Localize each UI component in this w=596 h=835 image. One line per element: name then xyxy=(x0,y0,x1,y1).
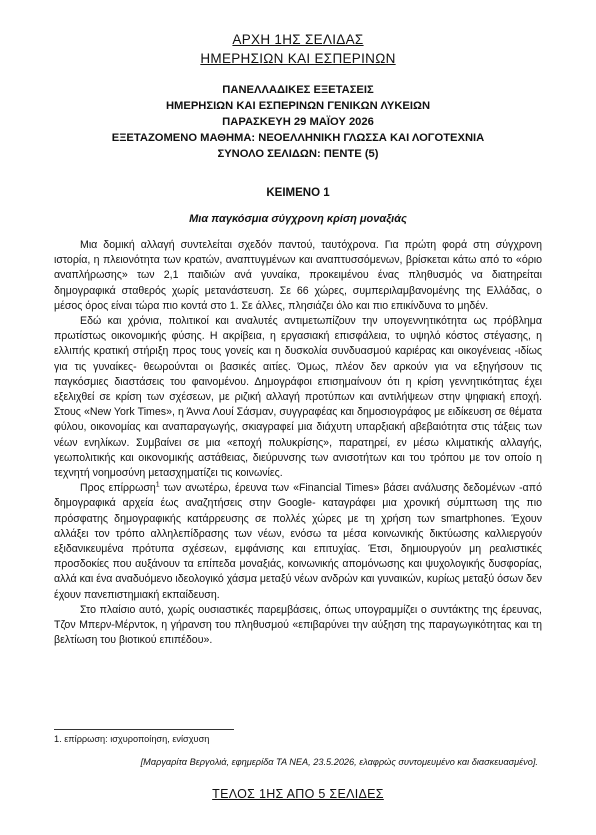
session-header: ΗΜΕΡΗΣΙΩΝ ΚΑΙ ΕΣΠΕΡΙΝΩΝ xyxy=(200,51,396,66)
section-title: ΚΕΙΜΕΝΟ 1 xyxy=(266,187,330,199)
page-end-footer: ΤΕΛΟΣ 1ΗΣ ΑΠΟ 5 ΣΕΛΙΔΕΣ xyxy=(212,787,384,801)
paragraph-2: Εδώ και χρόνια, πολιτικοί και αναλυτές αντιμετωπίζουν την υπογεννητικότητα ως πρόβλημα πρωτίστως οικονομικής φύσης. Η ακρίβεια, η εργασιακή επισφάλεια, το υψηλό κόστος στέγασης, η ελλιπής κρατική στήριξη προς τους γονείς και η δυσκολία συνδυασμού καριέρας και οικογένειας -ιδίως για τις γυναίκες- θεωρούνται οι βασικές αιτίες. Όμως, πλέον δεν αρκούν για να εξηγήσουν τις παγκόσμιες διαστάσεις του φαινομένου. Δημογράφοι επισημαίνουν ότι η κρίση γεννητικότητας έχει εξελιχθεί σε κρίση των σχέσεων, με ριζική αλλαγή προτύπων και αντιλήψεων στην ψηφιακή εποχή. Στους «New York Times», η Άννα Λουί Σάσμαν, συγγραφέας και δημοσιογράφος με ειδίκευση σε θέματα φύλου, οικονομίας και αναπαραγωγής, σκιαγραφεί μια διάχυτη υπαρξιακή αβεβαιότητα στις τάξεις των νέων ενηλίκων. Συμβαίνει σε μια «εποχή πολυκρίσης», παρατηρεί, εν μέσω κλιματικής αλλαγής, γεωπολιτικής και οικονομικής αστάθειας, διεύρυνσης των ανισοτήτων και του τρόπου με τον οποίο η τεχνητή νοημοσύνη μετασχηματίζει τις κοινωνίες. xyxy=(54,315,542,480)
paragraph-4: Στο πλαίσιο αυτό, χωρίς ουσιαστικές παρεμβάσεις, όπως υπογραμμίζει ο συντάκτης της έρευνας, Τζον Μπερν-Μέρντοκ, η γήρανση του πληθυσμού «επιβαρύνει την αύξηση της παραγωγικότητας και τη βελτίωση του βιοτικού επιπέδου». xyxy=(54,603,542,647)
footnote-divider xyxy=(54,729,234,730)
page-count: ΣΥΝΟΛΟ ΣΕΛΙΔΩΝ: ΠΕΝΤΕ (5) xyxy=(217,148,379,160)
footnote: 1. επίρρωση: ισχυροποίηση, ενίσχυση xyxy=(54,734,210,744)
article-title: Μια παγκόσμια σύγχρονη κρίση μοναξιάς xyxy=(189,213,407,225)
exam-subject: ΕΞΕΤΑΖΟΜΕΝΟ ΜΑΘΗΜΑ: ΝΕΟΕΛΛΗΝΙΚΗ ΓΛΩΣΣΑ ΚΑΙ ΛΟΓΟΤΕΧΝΙΑ xyxy=(111,132,485,144)
paragraph-3 xyxy=(54,481,542,603)
exam-schools: ΗΜΕΡΗΣΙΩΝ ΚΑΙ ΕΣΠΕΡΙΝΩΝ ΓΕΝΙΚΩΝ ΛΥΚΕΙΩΝ xyxy=(165,100,431,112)
paragraph-3-start: Προς επίρρωση xyxy=(80,482,156,495)
article-body xyxy=(54,238,542,648)
exam-title: ΠΑΝΕΛΛΑΔΙΚΕΣ ΕΞΕΤΑΣΕΙΣ xyxy=(222,84,374,96)
page-start-header: ΑΡΧΗ 1ΗΣ ΣΕΛΙΔΑΣ xyxy=(232,32,364,47)
source-citation: [Μαργαρίτα Βεργολιά, εφημερίδα ΤΑ ΝΕΑ, 23.5.2026, ελαφρώς συντομευμένο και διασκευασμένο]. xyxy=(140,757,538,767)
footnote-ref: 1 xyxy=(155,481,160,489)
paragraph-3-rest: των ανωτέρω, έρευνα των «Financial Times» βάσει ανάλυσης δεδομένων -από δημογραφικά αρχεία έως αναζητήσεις στην Google- καταγράφει μια χρονική σύμπτωση της πιο πρόσφατης δημογραφικής κατάρρευσης σε πολλές χώρες με τη χρήση των smartphones. Έχουν αλλάξει τον τρόπο αλληλεπίδρασης των νέων, ενόσω τα μέσα κοινωνικής δικτύωσης καλλιεργούν εξιδανικευμένα πρότυπα σχέσεων, εμφάνισης και επιτυχίας. Έτσι, δημιουργούν μη ρεαλιστικές προσδοκίες που αυξάνουν τα επίπεδα μοναξιάς, κοινωνικής απομόνωσης και ψυχολογικής δυσφορίας, αλλά και ένα αναδυόμενο ιδεολογικό χάσμα μεταξύ νέων ανδρών και γυναικών, κυρίως μεταξύ όσων δεν έχουν πανεπιστημιακή εκπαίδευση. xyxy=(54,482,542,601)
paragraph-1: Μια δομική αλλαγή συντελείται σχεδόν παντού, ταυτόχρονα. Για πρώτη φορά στη σύγχρονη ιστορία, η πλειονότητα των κρατών, αναπτυγμένων και αναπτυσσόμενων, βρίσκεται κάτω από το «όριο αναπλήρωσης» των 2,1 παιδιών ανά γυναίκα, προκειμένου ένας πληθυσμός να διατηρείται δημογραφικά σταθερός χωρίς μετανάστευση. Σε 66 χώρες, συμπεριλαμβανομένης της Ελλάδας, ο μέσος όρος είναι τώρα πιο κοντά στο 1. Σε άλλες, πλησιάζει όλο και πιο επικίνδυνα το μηδέν. xyxy=(54,239,542,312)
exam-date: ΠΑΡΑΣΚΕΥΗ 29 ΜΑΪΟΥ 2026 xyxy=(222,116,374,128)
